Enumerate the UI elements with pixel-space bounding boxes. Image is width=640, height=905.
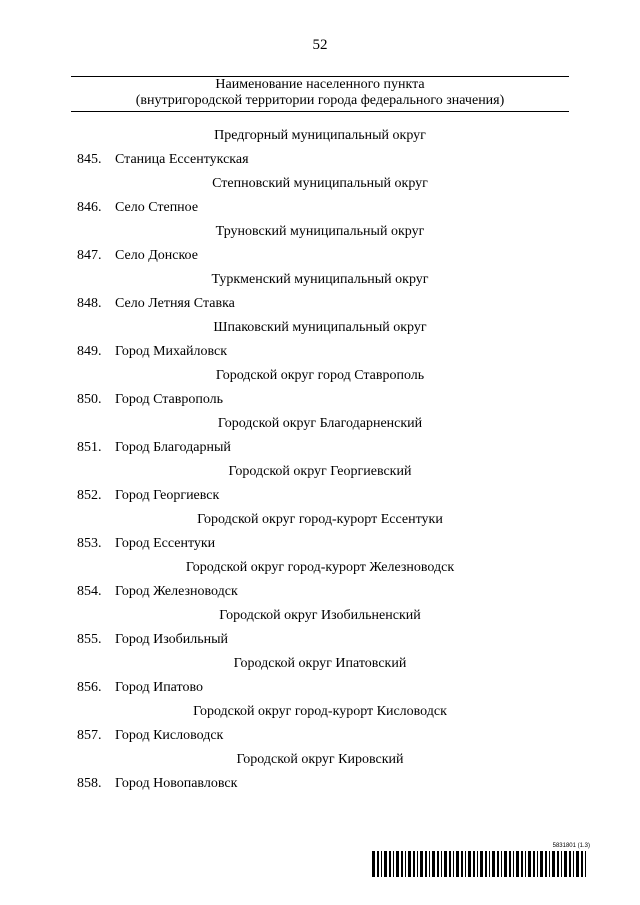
district-heading: Шпаковский муниципальный округ bbox=[213, 320, 427, 335]
barcode-bar bbox=[521, 851, 523, 877]
barcode-bar bbox=[437, 851, 439, 877]
settlement-entry bbox=[0, 148, 640, 172]
barcode-bar bbox=[456, 851, 459, 877]
settlement-name: Село Летняя Ставка bbox=[115, 296, 235, 311]
barcode-bar bbox=[401, 851, 403, 877]
settlement-entry bbox=[0, 628, 640, 652]
settlement-name: Город Ставрополь bbox=[115, 392, 224, 407]
barcode-bar bbox=[569, 851, 571, 877]
district-heading: Городской округ Благодарненский bbox=[217, 416, 423, 431]
barcode-block bbox=[372, 843, 590, 877]
barcode-bar bbox=[516, 851, 519, 877]
barcode-bar bbox=[417, 851, 418, 877]
settlement-entry bbox=[0, 724, 640, 748]
district-heading: Городской округ Георгиевский bbox=[228, 464, 412, 479]
settlement-name: Город Благодарный bbox=[115, 440, 231, 455]
entry-number: 853. bbox=[77, 536, 102, 551]
barcode-bar bbox=[432, 851, 435, 877]
district-heading: Городской округ город-курорт Ессентуки bbox=[197, 512, 443, 527]
district-heading: Городской округ Ипатовский bbox=[233, 656, 407, 671]
district-heading: Городской округ город-курорт Железноводск bbox=[185, 560, 455, 575]
settlement-entry bbox=[0, 340, 640, 364]
settlement-entry bbox=[0, 436, 640, 460]
settlement-name: Станица Ессентукская bbox=[115, 152, 249, 167]
entry-number: 855. bbox=[77, 632, 102, 647]
barcode-bar bbox=[557, 851, 559, 877]
barcode-bar bbox=[528, 851, 531, 877]
barcode-bar bbox=[377, 851, 379, 877]
district-heading: Труновский муниципальный округ bbox=[215, 224, 425, 239]
barcode-bar bbox=[425, 851, 427, 877]
barcode-bar bbox=[545, 851, 547, 877]
entry-number: 858. bbox=[77, 776, 102, 791]
entry-number: 857. bbox=[77, 728, 102, 743]
settlement-entry bbox=[0, 196, 640, 220]
barcode-bar bbox=[465, 851, 466, 877]
entry-number: 856. bbox=[77, 680, 102, 695]
settlement-name: Город Новопавловск bbox=[115, 776, 238, 791]
settlement-name: Город Кисловодск bbox=[115, 728, 224, 743]
barcode-bar bbox=[408, 851, 411, 877]
barcode-bar bbox=[561, 851, 562, 877]
district-heading: Городской округ Кировский bbox=[236, 752, 404, 767]
barcode-bar bbox=[420, 851, 423, 877]
barcode-bar bbox=[468, 851, 471, 877]
entry-number: 846. bbox=[77, 200, 102, 215]
barcode-bar bbox=[429, 851, 430, 877]
page-number: 52 bbox=[312, 37, 328, 53]
barcode-bar bbox=[480, 851, 483, 877]
settlement-entry bbox=[0, 292, 640, 316]
barcode-bar bbox=[405, 851, 406, 877]
barcode-bar bbox=[441, 851, 442, 877]
entry-number: 850. bbox=[77, 392, 102, 407]
column-header-line-2: (внутригородской территории города федерального значения) bbox=[135, 93, 505, 108]
district-heading: Городской округ город-курорт Кисловодск bbox=[193, 704, 447, 719]
barcode-bar bbox=[489, 851, 490, 877]
barcode-code: 5831801 (1.3) bbox=[552, 843, 590, 849]
barcode-bar bbox=[533, 851, 535, 877]
barcode-bar bbox=[372, 851, 375, 877]
settlement-entry bbox=[0, 484, 640, 508]
district-heading: Туркменский муниципальный округ bbox=[211, 272, 429, 287]
header-bottom-rule bbox=[71, 111, 569, 112]
settlement-name: Город Изобильный bbox=[115, 632, 229, 647]
settlement-name: Город Георгиевск bbox=[115, 488, 220, 503]
barcode-bar bbox=[485, 851, 487, 877]
barcode-bar bbox=[444, 851, 447, 877]
barcode-bar bbox=[552, 851, 555, 877]
barcode-bar bbox=[504, 851, 507, 877]
entry-number: 854. bbox=[77, 584, 102, 599]
entry-number: 845. bbox=[77, 152, 102, 167]
settlement-entry bbox=[0, 388, 640, 412]
barcode-bar bbox=[381, 851, 382, 877]
district-heading: Предгорный муниципальный округ bbox=[214, 128, 426, 143]
barcode-bar bbox=[537, 851, 538, 877]
barcode-bar bbox=[564, 851, 567, 877]
barcode-bar bbox=[393, 851, 394, 877]
entry-number: 851. bbox=[77, 440, 102, 455]
barcode-bar bbox=[453, 851, 454, 877]
entry-number: 852. bbox=[77, 488, 102, 503]
barcode-image bbox=[372, 851, 590, 877]
barcode-bar bbox=[396, 851, 399, 877]
settlement-name: Город Железноводск bbox=[115, 584, 238, 599]
barcode-bar bbox=[473, 851, 475, 877]
district-heading: Городской округ город Ставрополь bbox=[215, 368, 425, 383]
settlement-list bbox=[0, 124, 640, 796]
settlement-entry bbox=[0, 676, 640, 700]
barcode-bar bbox=[492, 851, 495, 877]
barcode-bar bbox=[461, 851, 463, 877]
entry-number: 848. bbox=[77, 296, 102, 311]
settlement-entry bbox=[0, 244, 640, 268]
barcode-bar bbox=[549, 851, 550, 877]
barcode-bar bbox=[585, 851, 586, 877]
column-header bbox=[71, 77, 569, 109]
barcode-bar bbox=[384, 851, 387, 877]
entry-number: 849. bbox=[77, 344, 102, 359]
settlement-name: Город Михайловск bbox=[115, 344, 228, 359]
barcode-bar bbox=[513, 851, 514, 877]
barcode-bar bbox=[477, 851, 478, 877]
settlement-entry bbox=[0, 772, 640, 796]
barcode-bar bbox=[573, 851, 574, 877]
barcode-bar bbox=[525, 851, 526, 877]
barcode-bar bbox=[509, 851, 511, 877]
barcode-bar bbox=[497, 851, 499, 877]
settlement-name: Город Ессентуки bbox=[115, 536, 216, 551]
district-heading: Степновский муниципальный округ bbox=[212, 176, 428, 191]
barcode-bar bbox=[540, 851, 543, 877]
barcode-bar bbox=[501, 851, 502, 877]
column-header-line-1: Наименование населенного пункта bbox=[215, 77, 425, 92]
settlement-entry bbox=[0, 580, 640, 604]
barcode-bar bbox=[389, 851, 391, 877]
entry-number: 847. bbox=[77, 248, 102, 263]
district-heading: Городской округ Изобильненский bbox=[219, 608, 421, 623]
settlement-name: Село Донское bbox=[115, 248, 198, 263]
settlement-entry bbox=[0, 532, 640, 556]
barcode-bar bbox=[581, 851, 583, 877]
settlement-name: Город Ипатово bbox=[115, 680, 203, 695]
settlement-name: Село Степное bbox=[115, 200, 199, 215]
barcode-bar bbox=[449, 851, 451, 877]
barcode-bar bbox=[576, 851, 579, 877]
barcode-bar bbox=[413, 851, 415, 877]
